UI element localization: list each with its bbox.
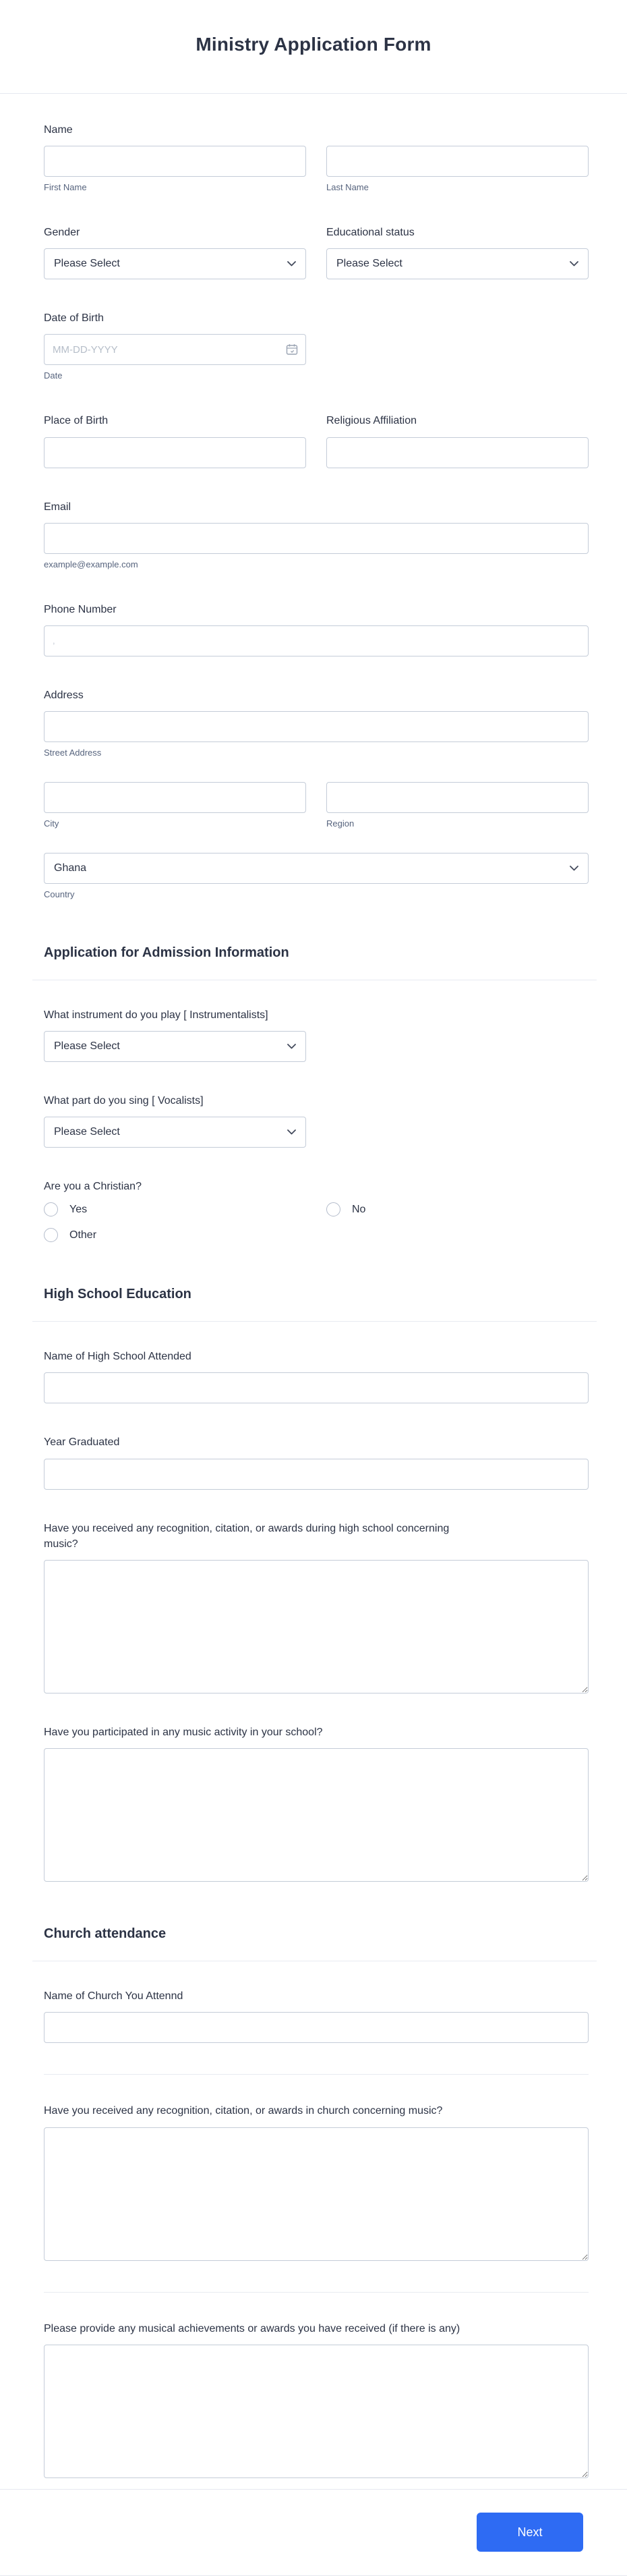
country-sublabel: Country xyxy=(44,889,75,899)
address-field xyxy=(44,688,589,901)
achievements-field xyxy=(44,2321,589,2478)
church-name-field xyxy=(44,1988,589,2043)
dob-label: Date of Birth xyxy=(44,312,104,325)
region-sublabel: Region xyxy=(326,818,355,829)
educational-status-label: Educational status xyxy=(326,227,415,239)
highschool-awards-field xyxy=(44,1521,589,1693)
last-name-input[interactable] xyxy=(326,146,589,177)
city-input[interactable] xyxy=(44,782,306,813)
radio-label-no: No xyxy=(352,1203,366,1215)
question-divider xyxy=(44,2074,589,2075)
achievements-label: Please provide any musical achievements or awards you have received (if there is any) xyxy=(44,2322,460,2334)
name-field xyxy=(44,122,589,194)
phone-input[interactable] xyxy=(44,625,589,656)
form-header xyxy=(0,0,627,94)
calendar-icon[interactable] xyxy=(286,343,298,356)
page-title: Ministry Application Form xyxy=(196,34,431,55)
chevron-down-icon xyxy=(287,261,296,267)
dob-field xyxy=(44,310,589,382)
music-activity-label: Have you participated in any music activity in your school? xyxy=(44,1726,323,1738)
religious-affiliation-label: Religious Affiliation xyxy=(326,415,417,427)
address-label: Address xyxy=(44,689,84,701)
radio-option-no[interactable] xyxy=(326,1202,589,1216)
chevron-down-icon xyxy=(287,1044,296,1049)
sing-select-value: Please Select xyxy=(54,1126,120,1138)
birth-religion-row xyxy=(44,413,589,468)
highschool-name-label: Name of High School Attended xyxy=(44,1351,191,1363)
first-name-sublabel: First Name xyxy=(44,182,87,193)
educational-status-select-value: Please Select xyxy=(336,258,402,270)
gender-select[interactable] xyxy=(44,248,306,279)
sing-label: What part do you sing [ Vocalists] xyxy=(44,1094,204,1107)
radio-label-yes: Yes xyxy=(69,1203,88,1215)
dob-sublabel: Date xyxy=(44,370,63,381)
highschool-awards-textarea[interactable] xyxy=(44,1560,589,1693)
street-address-input[interactable] xyxy=(44,711,589,742)
last-name-sublabel: Last Name xyxy=(326,182,369,193)
sing-select[interactable] xyxy=(44,1117,306,1148)
christian-field xyxy=(44,1179,589,1242)
music-activity-textarea[interactable] xyxy=(44,1748,589,1882)
gender-label: Gender xyxy=(44,227,80,239)
form-footer xyxy=(0,2489,627,2576)
christian-label: Are you a Christian? xyxy=(44,1181,142,1193)
chevron-down-icon xyxy=(570,866,578,871)
church-name-input[interactable] xyxy=(44,2012,589,2043)
educational-status-select[interactable] xyxy=(326,248,589,279)
phone-label: Phone Number xyxy=(44,603,117,615)
next-button[interactable]: Next xyxy=(477,2513,583,2552)
music-activity-field xyxy=(44,1725,589,1882)
country-select-value: Ghana xyxy=(54,862,87,874)
instrument-label: What instrument do you play [ Instrumentalists] xyxy=(44,1009,268,1021)
church-name-label: Name of Church You Attennd xyxy=(44,1990,183,2003)
chevron-down-icon xyxy=(287,1129,296,1135)
email-sublabel: example@example.com xyxy=(44,559,138,569)
church-awards-textarea[interactable] xyxy=(44,2127,589,2261)
instrument-select-value: Please Select xyxy=(54,1040,120,1052)
chevron-down-icon xyxy=(570,261,578,267)
sing-field xyxy=(44,1093,589,1148)
gender-select-value: Please Select xyxy=(54,258,120,270)
radio-circle-icon[interactable] xyxy=(326,1202,340,1216)
question-divider xyxy=(44,2292,589,2293)
radio-option-other[interactable] xyxy=(44,1228,306,1242)
gender-education-row xyxy=(44,225,589,279)
highschool-name-field xyxy=(44,1349,589,1403)
street-address-sublabel: Street Address xyxy=(44,747,102,758)
year-graduated-input[interactable] xyxy=(44,1459,589,1490)
dob-input[interactable] xyxy=(44,334,306,365)
email-input[interactable] xyxy=(44,523,589,554)
instrument-field xyxy=(44,1007,589,1062)
radio-option-yes[interactable] xyxy=(44,1202,306,1216)
section-divider xyxy=(32,1321,597,1322)
radio-label-other: Other xyxy=(69,1229,97,1241)
region-input[interactable] xyxy=(326,782,589,813)
highschool-name-input[interactable] xyxy=(44,1372,589,1403)
achievements-textarea[interactable] xyxy=(44,2345,589,2478)
church-awards-label: Have you received any recognition, citation, or awards in church concerning music? xyxy=(44,2105,443,2117)
first-name-input[interactable] xyxy=(44,146,306,177)
highschool-awards-label: Have you received any recognition, citation, or awards during high school concerning music? xyxy=(44,1522,450,1550)
radio-circle-icon[interactable] xyxy=(44,1228,58,1242)
section-heading-church: Church attendance xyxy=(44,1926,167,1942)
place-of-birth-input[interactable] xyxy=(44,437,306,468)
church-awards-field xyxy=(44,2103,589,2260)
form-body xyxy=(0,94,627,2478)
section-heading-highschool: High School Education xyxy=(44,1287,191,1302)
phone-field xyxy=(44,602,589,656)
section-heading-admission: Application for Admission Information xyxy=(44,945,289,960)
email-label: Email xyxy=(44,501,71,513)
radio-circle-icon[interactable] xyxy=(44,1202,58,1216)
religious-affiliation-input[interactable] xyxy=(326,437,589,468)
name-label: Name xyxy=(44,124,73,136)
email-field xyxy=(44,499,589,571)
year-graduated-label: Year Graduated xyxy=(44,1436,120,1449)
year-graduated-field xyxy=(44,1434,589,1489)
city-sublabel: City xyxy=(44,818,59,829)
country-select[interactable] xyxy=(44,853,589,884)
place-of-birth-label: Place of Birth xyxy=(44,415,109,427)
instrument-select[interactable] xyxy=(44,1031,306,1062)
